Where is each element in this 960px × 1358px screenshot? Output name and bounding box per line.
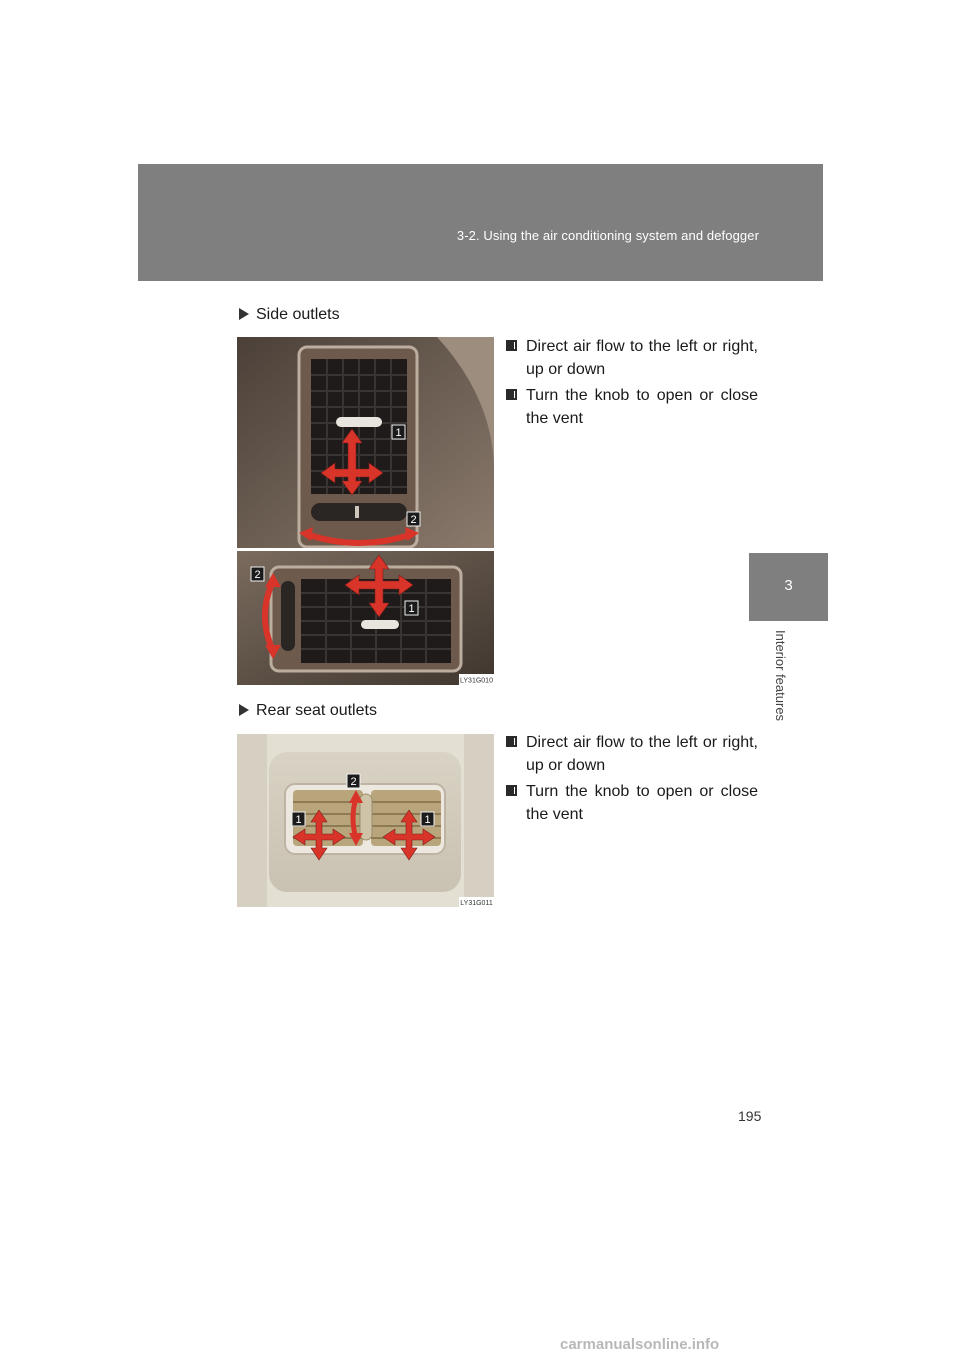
triangle-bullet-icon [239, 308, 249, 320]
footer-watermark: carmanualsonline.info [560, 1336, 720, 1353]
page-header [138, 164, 823, 281]
list-item [506, 384, 758, 430]
callout-1-top: 1 [395, 427, 402, 439]
chapter-side-label [770, 630, 790, 740]
section-title-side-outlets [239, 306, 340, 324]
callout-1-bottom: 1 [408, 603, 415, 615]
side-outlets-figure [237, 337, 494, 685]
triangle-bullet-icon [239, 704, 249, 716]
vent-tab-top [336, 417, 382, 427]
callout-1-rear-left: 1 [295, 814, 302, 826]
chapter-number: 3 [784, 577, 793, 594]
section-title-rear-seat-outlets [239, 702, 377, 720]
number-box-2-icon [506, 389, 517, 400]
item-text: Direct air flow to the left or right, up or down [526, 734, 758, 774]
figure-code-side: LY31G010 [460, 677, 493, 685]
callout-1-rear-right: 1 [424, 814, 431, 826]
header-title: 3-2. Using the air conditioning system and defogger [456, 228, 759, 243]
item-text: Turn the knob to open or close the vent [526, 387, 758, 427]
chapter-label: Interior features [773, 630, 788, 722]
callout-2-bottom: 2 [254, 569, 261, 581]
item-text: Direct air flow to the left or right, up or down [526, 338, 758, 378]
page-number: 195 [738, 1108, 762, 1124]
vent-tab-bottom [361, 620, 399, 629]
section-title-text: Rear seat outlets [256, 702, 377, 719]
chapter-tab[interactable] [749, 553, 828, 621]
list-item [506, 780, 758, 826]
side-outlets-illustration [237, 337, 494, 685]
number-box-2-icon [506, 785, 517, 796]
vent-knob-bottom [281, 581, 295, 651]
rear-seat-outlets-illustration [237, 734, 494, 907]
number-box-1-icon [506, 340, 517, 351]
section-title-text: Side outlets [256, 306, 340, 323]
list-item [506, 731, 758, 777]
callout-2-rear: 2 [350, 776, 357, 788]
callout-2-top: 2 [410, 514, 417, 526]
number-box-1-icon [506, 736, 517, 747]
rear-seat-outlets-figure [237, 734, 494, 907]
figure-code-rear: LY31G011 [460, 900, 493, 907]
item-text: Turn the knob to open or close the vent [526, 783, 758, 823]
list-item [506, 335, 758, 381]
